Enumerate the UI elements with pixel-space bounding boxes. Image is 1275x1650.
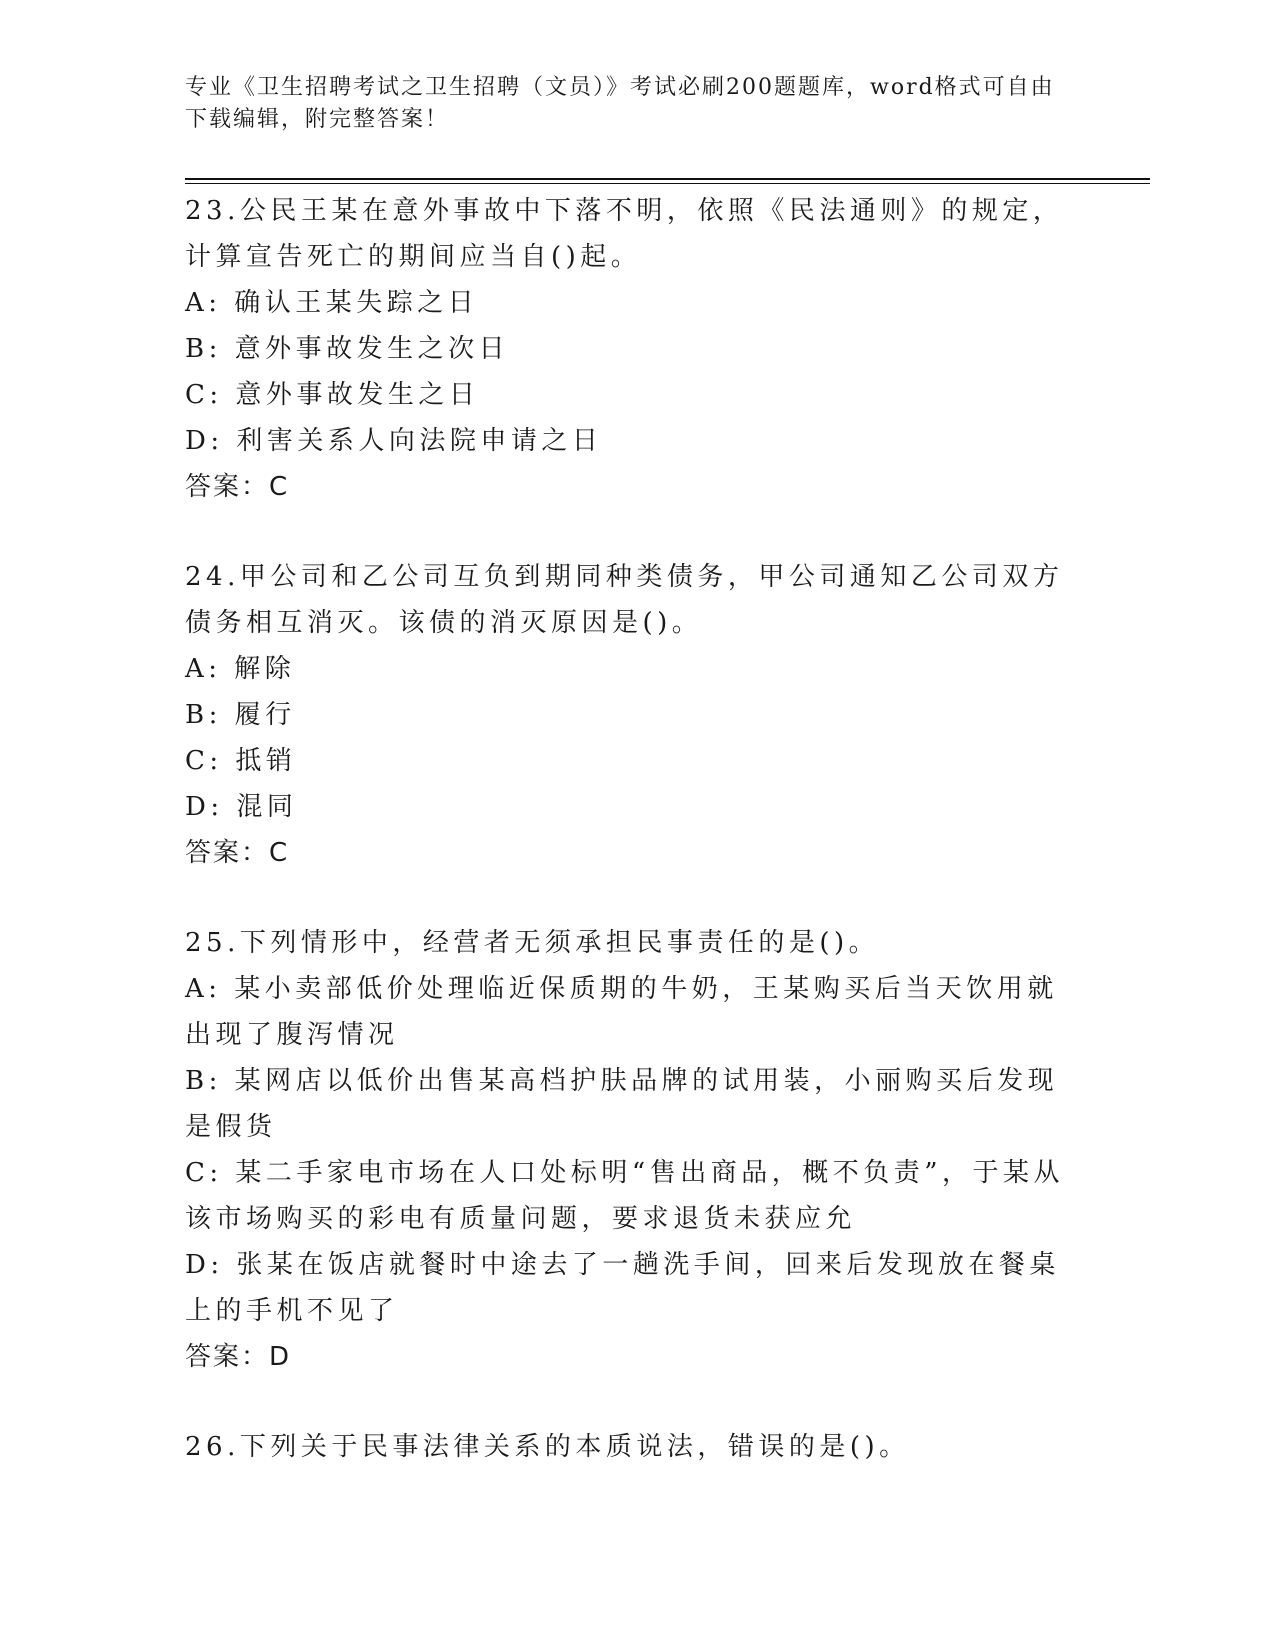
question-23 — [185, 188, 1065, 510]
option-d: D: 张某在饭店就餐时中途去了一趟洗手间，回来后发现放在餐桌上的手机不见了 — [185, 1250, 1060, 1326]
question-stem: 25.下列情形中，经营者无须承担民事责任的是()。 — [185, 928, 880, 958]
answer-line: 答案：C — [185, 838, 290, 868]
question-stem: 24.甲公司和乙公司互负到期同种类债务，甲公司通知乙公司双方债务相互消灭。该债的消灭原因是()。 — [185, 562, 1064, 638]
header-rule-thin — [185, 183, 1150, 184]
document-header: 专业《卫生招聘考试之卫生招聘（文员）》考试必刷200题题库，word格式可自由下载编辑，附完整答案！ — [185, 75, 1055, 132]
question-24 — [185, 554, 1065, 876]
option-c: C: 某二手家电市场在人口处标明“售出商品，概不负责”，于某从该市场购买的彩电有质量问题，要求退货未获应允 — [185, 1158, 1065, 1234]
question-26 — [185, 1424, 1065, 1470]
option-b: B: 某网店以低价出售某高档护肤品牌的试用装，小丽购买后发现是假货 — [185, 1066, 1059, 1142]
option-d: D: 混同 — [185, 792, 298, 822]
option-a: A: 解除 — [185, 654, 296, 684]
option-b: B: 意外事故发生之次日 — [185, 334, 510, 364]
answer-line: 答案：C — [185, 472, 290, 502]
option-b: B: 履行 — [185, 700, 296, 730]
question-list — [185, 188, 1065, 1470]
question-stem: 23.公民王某在意外事故中下落不明，依照《民法通则》的规定，计算宣告死亡的期间应当自()起。 — [185, 196, 1064, 272]
option-a: A: 某小卖部低价处理临近保质期的牛奶，王某购买后当天饮用就出现了腹泻情况 — [185, 974, 1058, 1050]
question-25 — [185, 920, 1065, 1380]
option-c: C: 意外事故发生之日 — [185, 380, 480, 410]
question-stem: 26.下列关于民事法律关系的本质说法，错误的是()。 — [185, 1432, 910, 1462]
option-c: C: 抵销 — [185, 746, 297, 776]
header-rule-thick — [185, 178, 1150, 180]
option-d: D: 利害关系人向法院申请之日 — [185, 426, 603, 456]
answer-line: 答案：D — [185, 1342, 292, 1372]
option-a: A: 确认王某失踪之日 — [185, 288, 479, 318]
